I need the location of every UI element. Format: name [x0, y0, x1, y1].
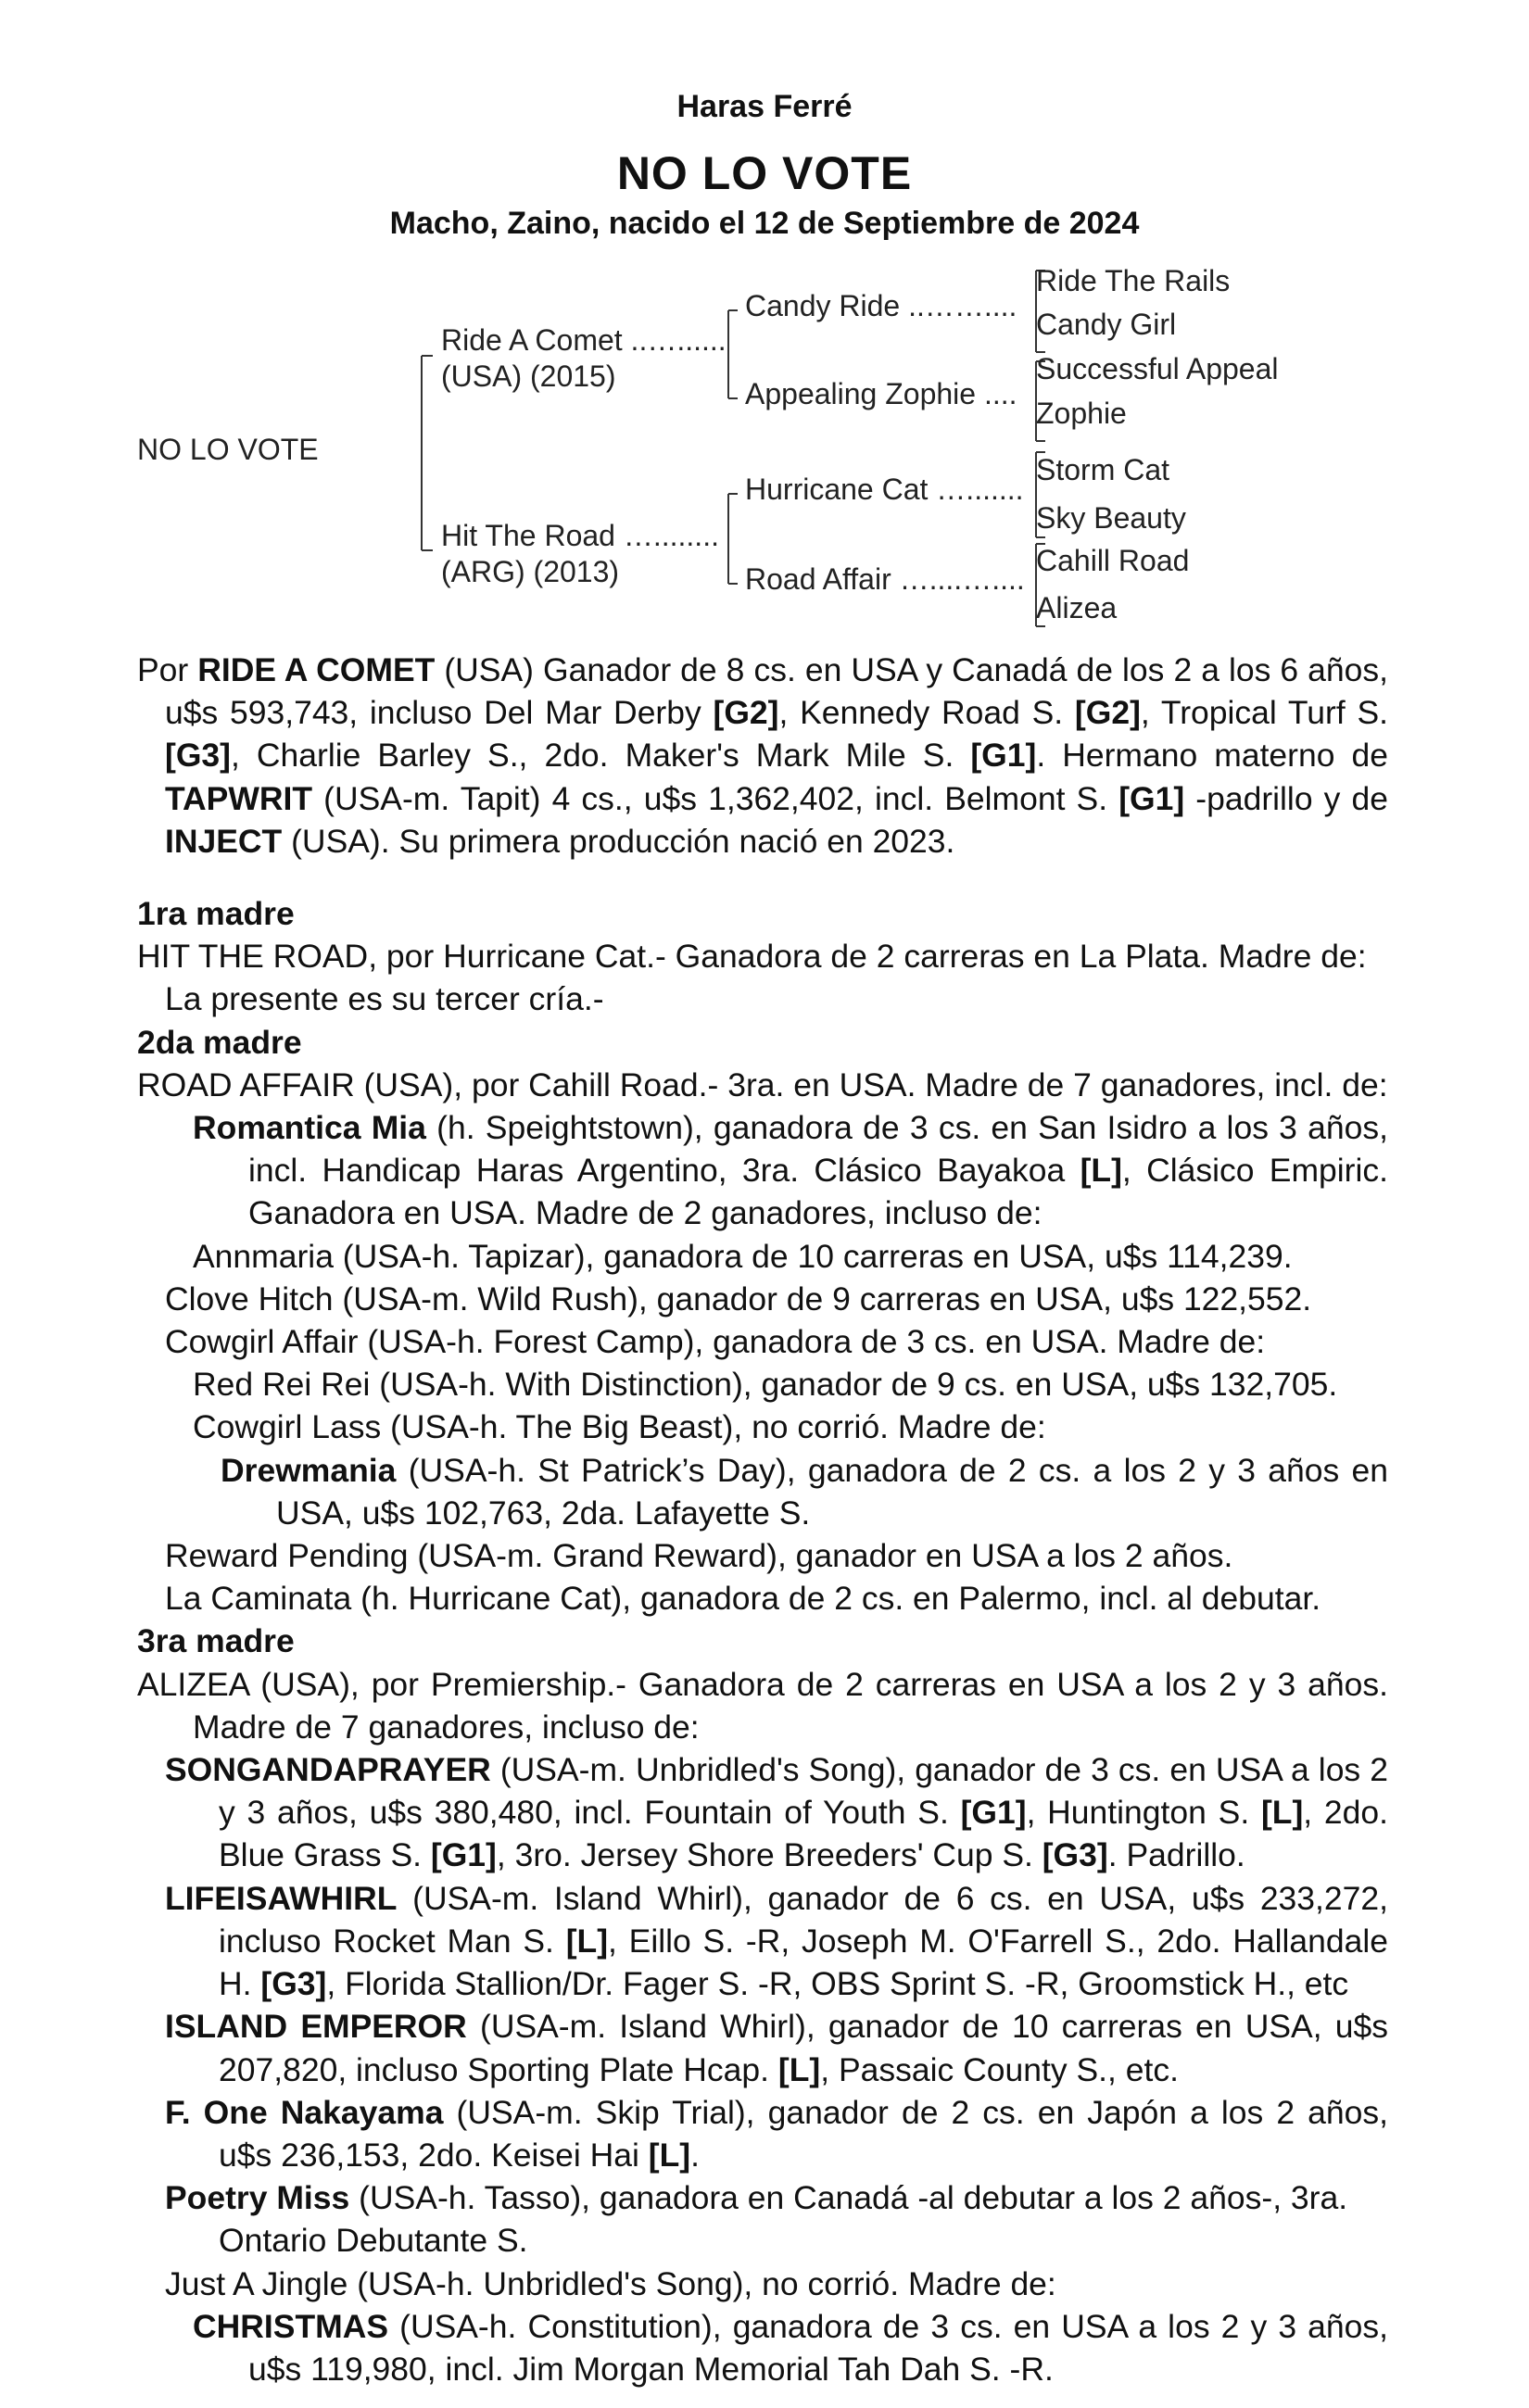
pedigree-dsd: Sky Beauty [1036, 501, 1186, 535]
progeny-annmaria: Annmaria (USA-h. Tapizar), ganadora de 10 carreras en USA, u$s 114,239. [193, 1237, 1293, 1275]
pedigree-sss: Ride The Rails [1036, 269, 1231, 297]
sire-name: RIDE A COMET [197, 651, 436, 688]
progeny-cowgirl-affair: Cowgirl Affair (USA-h. Forest Camp), ganadora de 3 cs. en USA. Madre de: [165, 1323, 1266, 1361]
progeny-songandaprayer: SONGANDAPRAYER (USA-m. Unbridled's Song), ganador de 3 cs. en USA a los 2 y 3 años, u$s 380,480, incl. Fountain of Youth S. [G1], Huntington S. [L], 2do. Blue Grass S. [G1], 3ro. Jersey Shore Breeders' Cup S. [G3]. Padrillo. [165, 1751, 1388, 1874]
sire-paragraph: Por RIDE A COMET (USA) Ganador de 8 cs. en USA y Canadá de los 2 a los 6 años, u$s 593,743, incluso Del Mar Derby [G2], Kennedy Road S. [G2], Tropical Turf S. [G3], Charlie Barley S., 2do. Maker's Mark Mile S. [G1]. Hermano materno de TAPWRIT (USA-m. Tapit) 4 cs., u$s 1,362,402, incl. Belmont S. [G1] -padrillo y de INJECT (USA). Su primera producción nació en 2023. [137, 651, 1388, 860]
horse-name: NO LO VOTE [616, 147, 913, 199]
pedigree-ddd: Alizea [1036, 591, 1118, 624]
pedigree-sire-origin: (USA) (2015) [441, 359, 616, 393]
pedigree-dd: Road Affair …....….... [745, 562, 1025, 596]
pedigree-ss: Candy Ride ..…….... [745, 289, 1017, 322]
horse-description: Macho, Zaino, nacido el 12 de Septiembre de 2024 [389, 206, 1140, 241]
progeny-clove-hitch: Clove Hitch (USA-m. Wild Rush), ganador de 9 carreras en USA, u$s 122,552. [165, 1280, 1312, 1317]
pedigree-subject: NO LO VOTE [137, 433, 319, 466]
second-dam-heading: 2da madre [137, 1023, 302, 1061]
progeny-red-rei-rei: Red Rei Rei (USA-h. With Distinction), ganador de 9 cs. en USA, u$s 132,705. [193, 1366, 1338, 1404]
progeny-la-caminata: La Caminata (h. Hurricane Cat), ganadora de 2 cs. en Palermo, incl. al debutar. [165, 1580, 1321, 1618]
first-dam-note: La presente es su tercer cría.- [165, 980, 604, 1018]
pedigree-sire: Ride A Comet ..…...... [441, 323, 727, 357]
second-dam-intro: ROAD AFFAIR (USA), por Cahill Road.- 3ra. en USA. Madre de 7 ganadores, incl. de: [137, 1065, 1388, 1103]
progeny-cowgirl-lass: Cowgirl Lass (USA-h. The Big Beast), no corrió. Madre de: [193, 1408, 1046, 1446]
progeny-lifeisawhirl: LIFEISAWHIRL (USA-m. Island Whirl), ganador de 6 cs. en USA, u$s 233,272, incluso Rocket Man S. [L], Eillo S. -R, Joseph M. O'Farrell S., 2do. Hallandale H. [G3], Florida Stallion/Dr. Fager S. -R, OBS Sprint S. -R, Groomstick H., etc [165, 1879, 1388, 2003]
progeny-f-one-nakayama: F. One Nakayama (USA-m. Skip Trial), ganador de 2 cs. en Japón a los 2 años, u$s 236,153, 2do. Keisei Hai [L]. [165, 2093, 1388, 2174]
pedigree-dam: Hit The Road …........ [441, 519, 719, 552]
progeny-island-emperor: ISLAND EMPEROR (USA-m. Island Whirl), ganador de 10 carreras en USA, u$s 207,820, incluso Sporting Plate Hcap. [L], Passaic County S., etc. [165, 2008, 1388, 2088]
pedigree-sdd: Zophie [1036, 397, 1127, 430]
pedigree-notes [137, 649, 1388, 2390]
pedigree-sd: Appealing Zophie .... [745, 377, 1017, 410]
progeny-just-a-jingle: Just A Jingle (USA-h. Unbridled's Song), no corrió. Madre de: [165, 2264, 1056, 2302]
first-dam-heading: 1ra madre [137, 895, 295, 933]
progeny-christmas: CHRISTMAS (USA-h. Constitution), ganadora de 3 cs. en USA a los 2 y 3 años, u$s 119,980, incl. Jim Morgan Memorial Tah Dah S. -R. [193, 2307, 1388, 2388]
third-dam-heading: 3ra madre [137, 1622, 295, 1660]
pedigree-ssd: Candy Girl [1036, 308, 1177, 341]
pedigree-dss: Storm Cat [1036, 453, 1170, 486]
pedigree-dam-origin: (ARG) (2013) [441, 555, 620, 588]
progeny-drewmania: Drewmania (USA-h. St Patrick’s Day), ganadora de 2 cs. a los 2 y 3 años en USA, u$s 102,763, 2da. Lafayette S. [221, 1451, 1388, 1532]
pedigree-ds: Hurricane Cat …....... [745, 473, 1024, 506]
progeny-poetry-miss: Poetry Miss (USA-h. Tasso), ganadora en Canadá -al debutar a los 2 años-, 3ra. Ontario Debutante S. [165, 2179, 1348, 2260]
pedigree-sds: Successful Appeal [1036, 352, 1279, 385]
progeny-romantica-mia: Romantica Mia (h. Speightstown), ganadora de 3 cs. en San Isidro a los 3 años, incl. Handicap Haras Argentino, 3ra. Clásico Bayakoa [L], Clásico Empiric. Ganadora en USA. Madre de 2 ganadores, incluso de: [193, 1109, 1388, 1232]
progeny-reward-pending: Reward Pending (USA-m. Grand Reward), ganador en USA a los 2 años. [165, 1537, 1233, 1575]
first-dam-line: HIT THE ROAD, por Hurricane Cat.- Ganadora de 2 carreras en La Plata. Madre de: [137, 938, 1367, 976]
pedigree-chart [0, 269, 1529, 639]
pedigree-dds: Cahill Road [1036, 544, 1190, 577]
breeder-name: Haras Ferré [676, 89, 853, 124]
third-dam-intro: ALIZEA (USA), por Premiership.- Ganadora de 2 carreras en USA a los 2 y 3 años. Madre de 7 ganadores, incluso de: [137, 1665, 1388, 1746]
